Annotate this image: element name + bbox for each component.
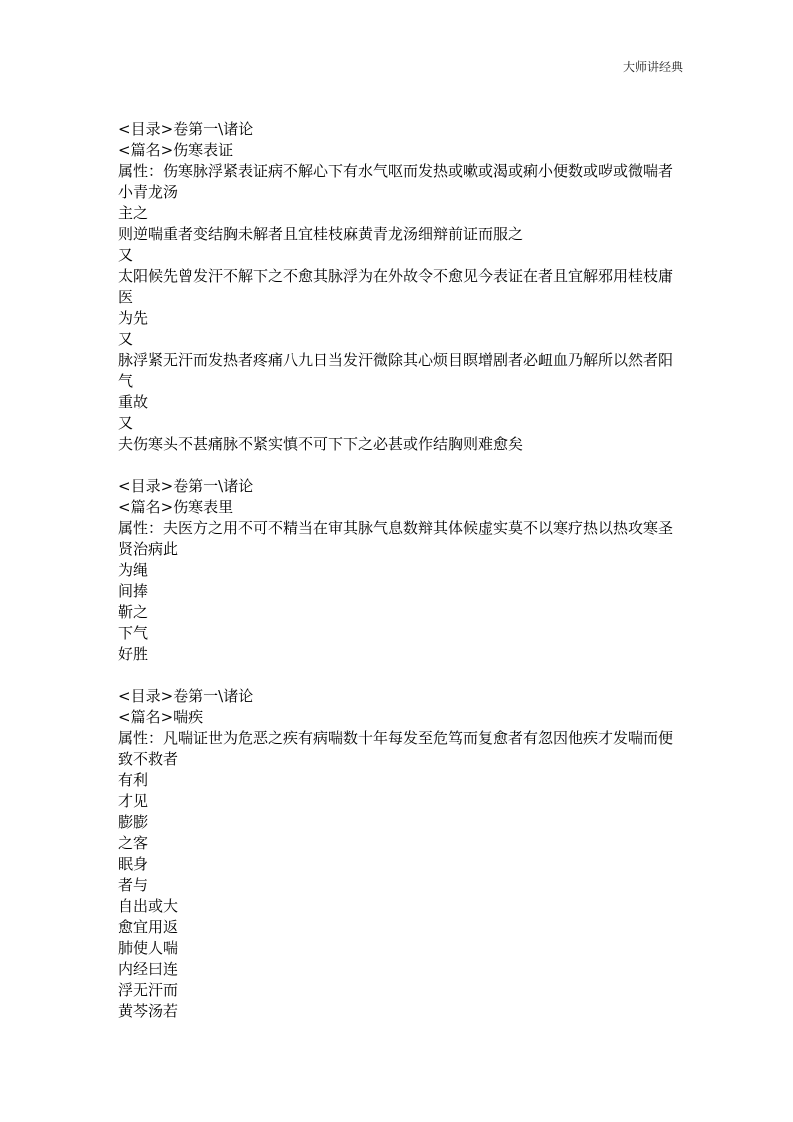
- entry-section: [118, 119, 678, 455]
- chapter-title-line: <篇名>伤寒表证: [118, 141, 234, 159]
- text-line: 才见: [118, 792, 149, 810]
- text-line: 自出或大: [118, 897, 179, 915]
- text-line: 主之: [118, 204, 149, 222]
- attribute-line: 属性：凡喘证世为危恶之疾有病喘数十年每发至危笃而复愈者有忽因他疾才发喘而便致不救者: [118, 729, 674, 768]
- text-line: 好胜: [118, 645, 149, 663]
- text-line: 重故: [118, 393, 149, 411]
- text-line: 愈宜用返: [118, 918, 179, 936]
- text-line: 眠身: [118, 855, 149, 873]
- text-line: 靳之: [118, 603, 149, 621]
- text-line: 又: [118, 330, 134, 348]
- catalog-line: <目录>卷第一\诸论: [118, 120, 254, 138]
- text-line: 黄芩汤若: [118, 1002, 179, 1020]
- document-body: [118, 119, 678, 1022]
- text-line: 有利: [118, 771, 149, 789]
- text-line: 下气: [118, 624, 149, 642]
- text-line: 者与: [118, 876, 149, 894]
- text-line: 又: [118, 414, 134, 432]
- catalog-line: <目录>卷第一\诸论: [118, 477, 254, 495]
- catalog-line: <目录>卷第一\诸论: [118, 687, 254, 705]
- text-line: 为绳: [118, 561, 149, 579]
- chapter-title-line: <篇名>喘疾: [118, 708, 204, 726]
- text-line: 间捧: [118, 582, 149, 600]
- text-line: 之客: [118, 834, 149, 852]
- chapter-title-line: <篇名>伤寒表里: [118, 498, 234, 516]
- text-line: 又: [118, 246, 134, 264]
- text-line: 内经曰连: [118, 960, 179, 978]
- text-line: 浮无汗而: [118, 981, 179, 999]
- text-line: 膨膨: [118, 813, 149, 831]
- page-header: [623, 59, 683, 75]
- entry-section: [118, 476, 678, 665]
- text-line: 脉浮紧无汗而发热者疼痛八九日当发汗微除其心烦目瞑增剧者必衄血乃解所以然者阳气: [118, 351, 674, 390]
- attribute-line: 属性：伤寒脉浮紧表证病不解心下有水气呕而发热或嗽或渴或痢小便数或哕或微喘者小青龙汤: [118, 162, 674, 201]
- text-line: 为先: [118, 309, 149, 327]
- text-line: 太阳候先曾发汗不解下之不愈其脉浮为在外故令不愈见今表证在者且宜解邪用桂枝庸医: [118, 267, 674, 306]
- header-title: 大师讲经典: [622, 60, 683, 74]
- attribute-line: 属性：夫医方之用不可不精当在审其脉气息数辩其体候虚实莫不以寒疗热以热攻寒圣贤治病此: [118, 519, 674, 558]
- text-line: 肺使人喘: [118, 939, 179, 957]
- text-line: 则逆喘重者变结胸未解者且宜桂枝麻黄青龙汤细辩前证而服之: [118, 225, 524, 243]
- entry-section: [118, 686, 678, 1022]
- text-line: 夫伤寒头不甚痛脉不紧实慎不可下下之必甚或作结胸则难愈矣: [118, 435, 524, 453]
